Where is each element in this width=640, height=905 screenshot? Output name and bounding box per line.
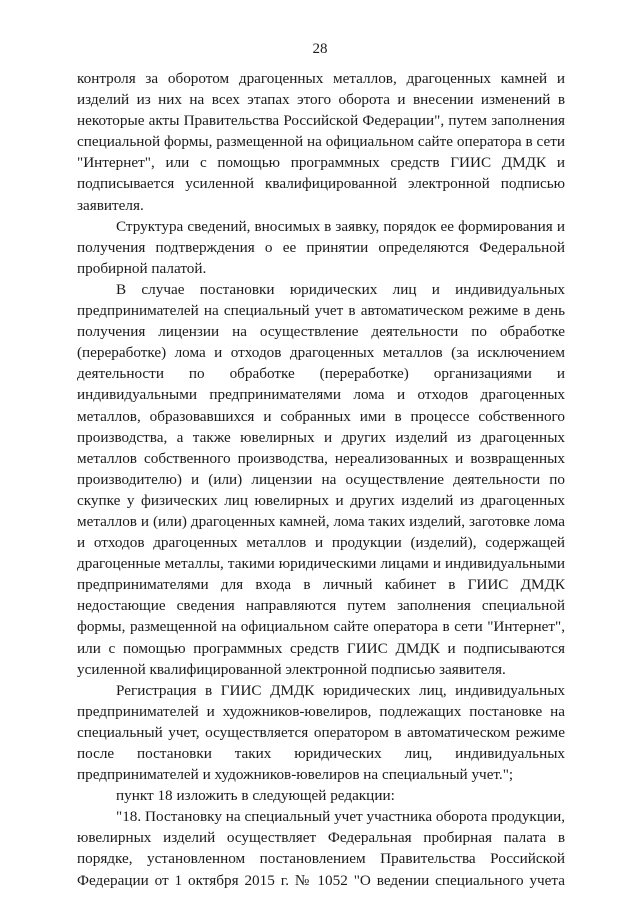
- page-number: 28: [312, 41, 328, 57]
- document-body: [77, 68, 565, 891]
- paragraph-giis-registration: Регистрация в ГИИС ДМДК юридических лиц, индивидуальных предпринимателей и художников-ювелиров, подлежащих постановке на специальный учет, осуществляется оператором в автоматическом режиме после постановки таких юридических лиц, индивидуальных предпринимателей и художников-ювелиров на специальный учет.";: [77, 681, 565, 784]
- paragraph-automatic-registration: В случае постановки юридических лиц и индивидуальных предпринимателей на специальный учет в автоматическом режиме в день получения лицензии на осуществление деятельности по обработке (переработке) лома и отходов драгоценных металлов (за исключением деятельности по обработке (переработке) организациями и индивидуальными предпринимателями лома и отходов драгоценных металлов, образовавшихся и собранных ими в процессе собственного производства, а также ювелирных и других изделий из драгоценных металлов собственного производства, нереализованных и возвращенных производителю) и (или) лицензии на осуществление деятельности по скупке у физических лиц ювелирных и других изделий из драгоценных металлов и (или) драгоценных камней, лома таких изделий, заготовке лома и отходов драгоценных металлов и продукции (изделий), содержащей драгоценные металлы, такими юридическими лицами и индивидуальными предпринимателями для входа в личный кабинет в ГИИС ДМДК недостающие сведения направляются путем заполнения специальной формы, размещенной на официальном сайте оператора в сети "Интернет", или с помощью программных средств ГИИС ДМДК и подписываются усиленной квалифицированной электронной подписью заявителя.: [77, 280, 565, 678]
- paragraph-structure-of-information: Структура сведений, вносимых в заявку, порядок ее формирования и получения подтверждения о ее принятии определяются Федеральной пробирной палатой.: [77, 217, 565, 277]
- paragraph-item-18-text: "18. Постановку на специальный учет участника оборота продукции, ювелирных изделий осуществляет Федеральная пробирная палата в порядке, установленном постановлением Правительства Российской Федерации от 1 октября 2015 г. № 1052 "О ведении специального учета: [77, 808, 565, 889]
- paragraph-item-18-instruction: пункт 18 изложить в следующей редакции:: [116, 787, 395, 805]
- paragraph-continuation: контроля за оборотом драгоценных металлов, драгоценных камней и изделий из них на всех этапах этого оборота и внесении изменений в некоторые акты Правительства Российской Федерации", путем заполнения специальной формы, размещенной на официальном сайте оператора в сети "Интернет", или с помощью программных средств ГИИС ДМДК и подписывается усиленной квалифицированной электронной подписью заявителя.: [77, 70, 565, 214]
